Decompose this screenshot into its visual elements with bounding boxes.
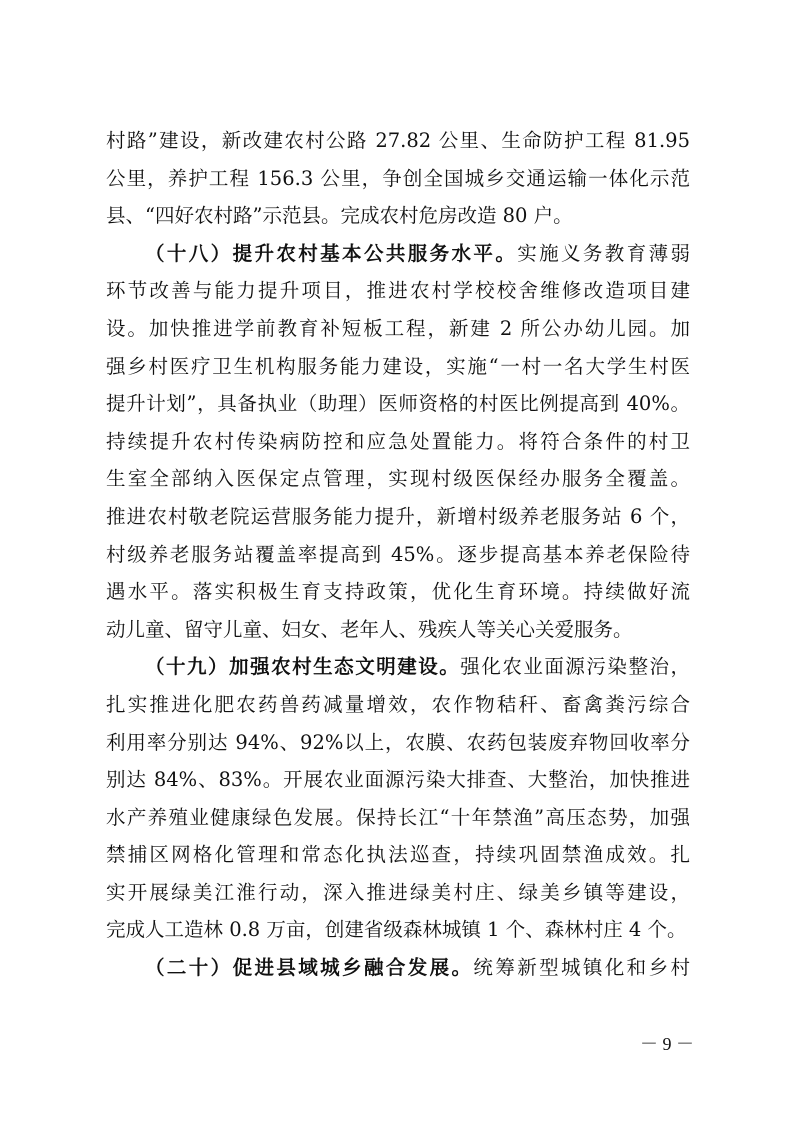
text-line: 利用率分别达 94%、92%以上，农膜、农药包装废弃物回收率分: [106, 730, 690, 754]
text-line: 提升计划”，具备执业（助理）医师资格的村医比例提高到 40%。: [106, 392, 690, 416]
text-line: 动儿童、留守儿童、妇女、老年人、残疾人等关心关爱服务。: [106, 617, 633, 641]
text-line: 强乡村医疗卫生机构服务能力建设，实施“一村一名大学生村医: [106, 354, 690, 378]
section-19-text: 强化农业面源污染整治，: [460, 655, 690, 679]
text-line: 村级养老服务站覆盖率提高到 45%。逐步提高基本养老保险待: [106, 542, 690, 566]
text-line: 别达 84%、83%。开展农业面源污染大排查、大整治，加快推进: [106, 768, 690, 792]
text-line: 水产养殖业健康绿色发展。保持长江“十年禁渔”高压态势，加强: [106, 805, 690, 829]
section-19-first-line: [106, 648, 690, 686]
section-20-text: 统筹新型城镇化和乡村: [473, 956, 690, 980]
section-20-first-line: [106, 949, 690, 987]
text-line: 禁捕区网格化管理和常态化执法巡查，持续巩固禁渔成效。扎: [106, 843, 690, 867]
page-number: － 9 －: [640, 1034, 694, 1054]
body-text: [106, 122, 690, 987]
text-line: 扎实推进化肥农药兽药减量增效，农作物秸秆、畜禽粪污综合: [106, 692, 690, 716]
text-line: 生室全部纳入医保定点管理，实现村级医保经办服务全覆盖。: [106, 467, 690, 491]
text-line: 县、“四好农村路”示范县。完成农村危房改造 80 户。: [106, 204, 573, 228]
text-line: 持续提升农村传染病防控和应急处置能力。将符合条件的村卫: [106, 429, 690, 453]
text-line: 推进农村敬老院运营服务能力提升，新增村级养老服务站 6 个，: [106, 504, 690, 528]
section-19-heading: （十九）加强农村生态文明建设。: [145, 655, 461, 679]
text-line: 村路”建设，新改建农村公路 27.82 公里、生命防护工程 81.95: [106, 129, 690, 152]
text-line: 遇水平。落实积极生育支持政策，优化生育环境。持续做好流: [106, 580, 690, 604]
text-line: 公里，养护工程 156.3 公里，争创全国城乡交通运输一体化示范: [106, 166, 690, 190]
text-line: 实开展绿美江淮行动，深入推进绿美村庄、绿美乡镇等建设，: [106, 880, 690, 904]
text-line: 环节改善与能力提升项目，推进农村学校校舍维修改造项目建: [106, 279, 690, 303]
section-18-text: 实施义务教育薄弱: [517, 241, 690, 265]
text-line: 完成人工造林 0.8 万亩，创建省级森林城镇 1 个、森林村庄 4 个。: [106, 918, 687, 942]
section-20-heading: （二十）促进县域城乡融合发展。: [145, 956, 474, 980]
text-line: 设。加快推进学前教育补短板工程，新建 2 所公办幼儿园。加: [106, 316, 690, 340]
section-18-heading: （十八）提升农村基本公共服务水平。: [145, 241, 518, 265]
section-18-first-line: [106, 235, 690, 273]
